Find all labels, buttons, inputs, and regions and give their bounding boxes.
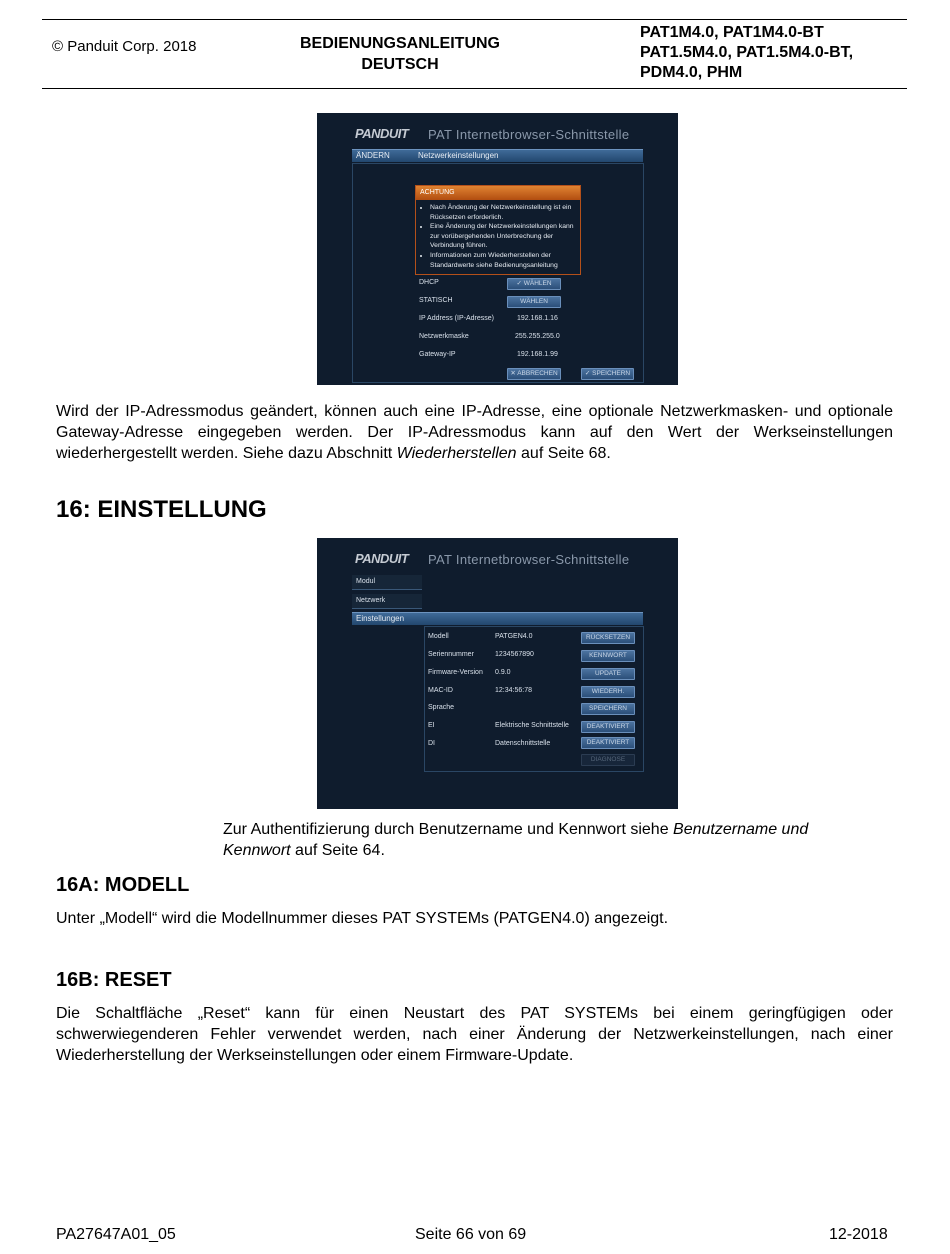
ei-toggle-button[interactable]: DEAKTIVIERT <box>581 721 635 733</box>
reset-paragraph: Die Schaltfläche „Reset“ kann für einen Neustart des PAT SYSTEMs bei einem geringfügigen oder schwerwiegenderen Fehler verwendet werden, nach einer Änderung der Netzwerkeinstellungen, nach einer Wiederherstellung der Werkseinstellungen oder einem Firmware-Update. <box>56 1005 893 1064</box>
copyright: © Panduit Corp. 2018 <box>52 38 197 55</box>
netmask-value[interactable]: 255.255.255.0 <box>515 333 560 340</box>
warning-item: • Nach Änderung der Netzwerkeinstellung ist ein Rücksetzen erforderlich. <box>430 203 580 222</box>
paragraph-text: Wird der IP-Adressmodus geändert, können auch eine IP-Adresse, eine optionale Netzwerkmasken- und optionale Gateway-Adresse eingegeben werden. Der IP-Adressmodus kann auf den Wert der Werkseinstellungen wiederhergestellt werden. Siehe dazu Abschnitt <box>56 403 893 462</box>
title-line-2: DEUTSCH <box>361 56 439 73</box>
static-select-button[interactable]: WÄHLEN <box>507 296 561 308</box>
auth-text-end: auf Seite 64. <box>290 842 385 859</box>
save-language-button[interactable]: SPEICHERN <box>581 703 635 715</box>
serial-label: Seriennummer <box>428 651 474 658</box>
section-heading: 16: EINSTELLUNG <box>56 496 267 523</box>
network-settings-screenshot <box>317 113 678 385</box>
bar-left-label: ÄNDERN <box>356 151 390 160</box>
subsection-heading-reset: 16B: RESET <box>56 969 172 991</box>
settings-bar <box>352 612 643 625</box>
cancel-button[interactable]: ✕ ABBRECHEN <box>507 368 561 380</box>
auth-note <box>223 819 863 861</box>
save-button[interactable]: ✓ SPEICHERN <box>581 368 634 380</box>
subsection-heading-model: 16A: MODELL <box>56 874 190 896</box>
serial-value: 1234567890 <box>495 651 534 658</box>
model-value: PATGEN4.0 <box>495 633 533 640</box>
warning-title: ACHTUNG <box>416 186 580 200</box>
warning-list <box>416 203 580 270</box>
model-line-2: PAT1.5M4.0, PAT1.5M4.0-BT, <box>640 44 854 61</box>
mac-label: MAC-ID <box>428 687 453 694</box>
diagnose-button[interactable]: DIAGNOSE <box>581 754 635 766</box>
restore-button[interactable]: WIEDERH. <box>581 686 635 698</box>
model-line-3: PDM4.0, PHM <box>640 64 743 81</box>
document-title <box>275 33 525 75</box>
static-label: STATISCH <box>419 297 453 304</box>
update-button[interactable]: UPDATE <box>581 668 635 680</box>
paragraph-text-end: auf Seite 68. <box>516 445 611 462</box>
dhcp-select-button[interactable]: ✓ WÄHLEN <box>507 278 561 290</box>
language-label: Sprache <box>428 704 455 711</box>
panduit-logo: PANDUIT <box>355 551 409 566</box>
ei-label: EI <box>428 722 435 729</box>
password-button[interactable]: KENNWORT <box>581 650 635 662</box>
di-label: DI <box>428 740 435 747</box>
settings-panel <box>424 626 644 772</box>
model-list <box>640 23 853 83</box>
screenshot-title: PAT Internetbrowser-Schnittstelle <box>428 127 630 142</box>
ei-value: Elektrische Schnittstelle <box>495 722 569 729</box>
footer-doc-id: PA27647A01_05 <box>56 1226 176 1243</box>
title-line-1: BEDIENUNGSANLEITUNG <box>299 35 500 52</box>
header-top-rule <box>42 19 907 20</box>
header-bottom-rule <box>42 88 907 89</box>
mac-value: 12:34:56:78 <box>495 687 532 694</box>
auth-text: Zur Authentifizierung durch Benutzername und Kennwort siehe <box>223 821 674 838</box>
di-toggle-button[interactable]: DEAKTIVIERT <box>581 737 635 749</box>
warning-box <box>415 185 581 275</box>
footer-date: 12-2018 <box>829 1226 888 1243</box>
firmware-value: 0.9.0 <box>495 669 511 676</box>
tab-netzwerk[interactable]: Netzwerk <box>352 594 422 609</box>
model-label: Modell <box>428 633 449 640</box>
dhcp-label: DHCP <box>419 279 439 286</box>
reset-button[interactable]: RÜCKSETZEN <box>581 632 635 644</box>
section-bar <box>352 149 643 162</box>
footer-page-number: Seite 66 von 69 <box>415 1226 527 1243</box>
model-line-1: PAT1M4.0, PAT1M4.0-BT <box>640 24 824 41</box>
warning-item: • Informationen zum Wiederherstellen der Standardwerte siehe Bedienungsanleitung <box>430 251 580 270</box>
ip-mode-paragraph <box>56 401 893 464</box>
section-reference: Wiederherstellen <box>396 445 517 462</box>
gateway-label: Gateway-IP <box>419 351 456 358</box>
netmask-label: Netzwerkmaske <box>419 333 469 340</box>
gateway-value[interactable]: 192.168.1.99 <box>517 351 558 358</box>
bar-label: Einstellungen <box>356 614 405 623</box>
screenshot-title: PAT Internetbrowser-Schnittstelle <box>428 552 630 567</box>
ip-address-label: IP Address (IP-Adresse) <box>419 315 494 322</box>
firmware-label: Firmware-Version <box>428 669 483 676</box>
bar-right-label: Netzwerkeinstellungen <box>418 151 499 160</box>
auth-reference: Benutzername und Kennwort <box>223 821 809 859</box>
model-paragraph: Unter „Modell“ wird die Modellnummer dieses PAT SYSTEMs (PATGEN4.0) angezeigt. <box>56 910 669 927</box>
settings-screenshot <box>317 538 678 809</box>
panduit-logo: PANDUIT <box>355 126 409 141</box>
warning-item: • Eine Änderung der Netzwerkeinstellungen kann zur vorübergehenden Unterbrechung der Verbindung führen. <box>430 222 580 251</box>
tab-modul[interactable]: Modul <box>352 575 422 590</box>
ip-address-value[interactable]: 192.168.1.16 <box>517 315 558 322</box>
di-value: Datenschnittstelle <box>495 740 551 747</box>
